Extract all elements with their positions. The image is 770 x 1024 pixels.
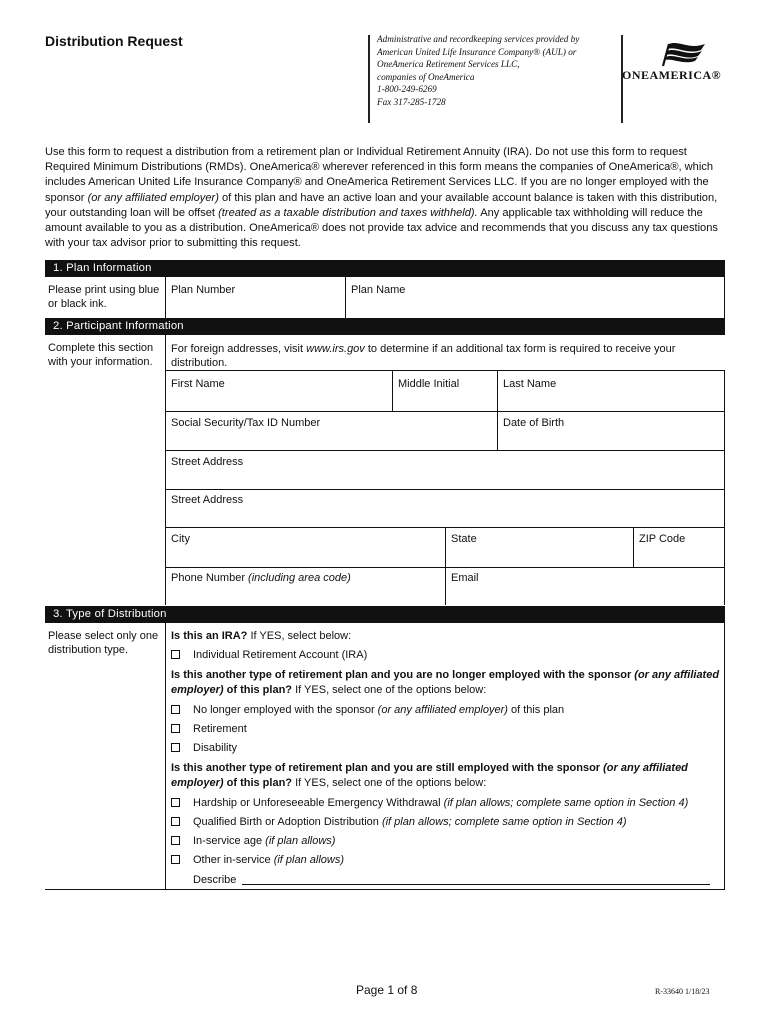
fax-number: Fax 317-285-1728 xyxy=(377,96,446,107)
oneamerica-logo-text: ONEAMERICA® xyxy=(622,68,722,82)
no-longer-employed-label xyxy=(193,703,564,717)
ssn-field[interactable]: Social Security/Tax ID Number xyxy=(171,417,321,429)
question-text: If YES, select one of the options below: xyxy=(292,684,487,696)
question-text: If YES, select one of the options below: xyxy=(292,777,487,789)
plan-name-field[interactable]: Plan Name xyxy=(351,284,406,296)
intro-italic: (treated as a taxable distribution and taxes withheld). xyxy=(218,206,478,219)
dob-field[interactable]: Date of Birth xyxy=(503,417,565,429)
flag-logo-icon xyxy=(655,40,715,68)
foreign-address-note xyxy=(171,342,716,370)
admin-line: Administrative and recordkeeping services provided by xyxy=(377,34,580,44)
hardship-label xyxy=(193,796,688,810)
birth-adoption-label xyxy=(193,815,627,829)
option-text: Qualified Birth or Adoption Distribution xyxy=(193,816,382,828)
intro-text: of this plan and have an active loan and your available account balance is taken with this distribution, your outstanding loan will be offset xyxy=(45,191,718,219)
question-bold: Is this another type of retirement plan and you are no longer employed with the sponsor xyxy=(171,669,635,681)
divider xyxy=(345,277,346,318)
question-text: If YES, select below: xyxy=(247,630,352,642)
question-italic: (or any affiliated employer) xyxy=(171,669,720,696)
divider xyxy=(165,277,166,318)
intro-paragraph xyxy=(45,145,725,251)
divider xyxy=(724,623,725,889)
phone-hint: (including area code) xyxy=(248,572,351,584)
admin-line: OneAmerica Retirement Services LLC, xyxy=(377,59,520,69)
admin-line: companies of OneAmerica xyxy=(377,71,475,82)
zip-code-field[interactable]: ZIP Code xyxy=(639,533,686,545)
city-field[interactable]: City xyxy=(171,533,190,545)
divider xyxy=(165,370,725,371)
disability-label: Disability xyxy=(193,742,238,754)
section-3-heading: 3. Type of Distribution xyxy=(45,606,725,623)
other-inservice-checkbox[interactable] xyxy=(171,855,180,864)
question-italic: (or any affiliated employer) xyxy=(171,762,688,789)
intro-text: Use this form to request a distribution from a retirement plan or Individual Retirement Annuity (IRA). Do not use this form to request Required Minimum Distributions (RMDs). OneAmerica® wherever referenced in this form means the companies of OneAmerica®, which includes American United Life Insurance Company® and OneAmerica Retirement Services LLC. If you are no longer employed with the sponsor xyxy=(45,146,714,204)
divider xyxy=(392,370,393,411)
divider xyxy=(445,527,446,605)
describe-input-line[interactable] xyxy=(242,884,710,885)
street-address-1-field[interactable]: Street Address xyxy=(171,456,244,468)
first-name-field[interactable]: First Name xyxy=(171,378,225,390)
option-text: Hardship or Unforeseeable Emergency Withdrawal xyxy=(193,797,444,809)
form-code: R-33640 1/18/23 xyxy=(655,987,710,996)
hardship-checkbox[interactable] xyxy=(171,798,180,807)
option-text: Other in-service xyxy=(193,854,274,866)
option-italic: (if plan allows) xyxy=(273,854,345,866)
option-italic: (if plan allows; complete same option in Section 4) xyxy=(443,797,689,809)
header-divider-left xyxy=(368,35,370,123)
disability-checkbox[interactable] xyxy=(171,743,180,752)
phone-label: Phone Number xyxy=(171,572,249,584)
other-inservice-label xyxy=(193,853,344,867)
option-text: No longer employed with the sponsor xyxy=(193,704,378,716)
phone-number-field[interactable] xyxy=(171,571,351,585)
section-3-note: Please select only one distribution type. xyxy=(48,630,159,656)
intro-italic: (or any affiliated employer) xyxy=(87,191,219,204)
inservice-age-checkbox[interactable] xyxy=(171,836,180,845)
option-italic: (if plan allows; complete same option in Section 4) xyxy=(381,816,627,828)
page-number: Page 1 of 8 xyxy=(356,983,418,997)
divider xyxy=(165,567,725,568)
option-text: In-service age xyxy=(193,835,266,847)
no-longer-employed-checkbox[interactable] xyxy=(171,705,180,714)
admin-info xyxy=(377,33,617,108)
phone-number: 1-800-249-6269 xyxy=(377,84,437,94)
foreign-text: to determine if an additional tax form is required to receive your distribution. xyxy=(171,343,676,369)
question-bold: of this plan? xyxy=(223,684,293,696)
state-field[interactable]: State xyxy=(451,533,477,545)
ira-checkbox[interactable] xyxy=(171,650,180,659)
intro-text: Any applicable tax withholding will reduce the amount available to you as a distribution. OneAmerica® does not provide tax advice and recommends that you discuss any tax questions with your tax advisor prior to submitting this request. xyxy=(45,206,718,250)
irs-link[interactable]: www.irs.gov xyxy=(306,343,365,355)
question-ira xyxy=(171,629,721,644)
section-2-heading: 2. Participant Information xyxy=(45,318,725,335)
inservice-age-label xyxy=(193,834,335,848)
retirement-label: Retirement xyxy=(193,723,247,735)
foreign-text: For foreign addresses, visit xyxy=(171,343,307,355)
section-1-heading: 1. Plan Information xyxy=(45,260,725,277)
divider xyxy=(165,450,725,451)
street-address-2-field[interactable]: Street Address xyxy=(171,494,244,506)
option-italic: (if plan allows) xyxy=(265,835,336,847)
birth-adoption-checkbox[interactable] xyxy=(171,817,180,826)
email-field[interactable]: Email xyxy=(451,572,479,584)
question-bold: of this plan? xyxy=(223,777,293,789)
divider xyxy=(165,335,166,605)
describe-label: Describe xyxy=(193,874,237,886)
divider xyxy=(633,527,634,567)
divider xyxy=(165,623,166,889)
last-name-field[interactable]: Last Name xyxy=(503,378,557,390)
page-title: Distribution Request xyxy=(45,33,183,49)
divider xyxy=(165,411,725,412)
ira-option-label: Individual Retirement Account (IRA) xyxy=(193,649,368,661)
question-no-longer-employed xyxy=(171,668,721,698)
plan-number-field[interactable]: Plan Number xyxy=(171,284,236,296)
divider xyxy=(724,277,725,318)
question-still-employed xyxy=(171,761,721,791)
divider xyxy=(497,370,498,450)
question-bold: Is this another type of retirement plan and you are still employed with the sponsor xyxy=(171,762,604,774)
section-2-note: Complete this section with your information. xyxy=(48,342,154,368)
divider xyxy=(45,889,725,890)
section-1-note: Please print using blue or black ink. xyxy=(48,284,160,310)
retirement-checkbox[interactable] xyxy=(171,724,180,733)
option-text: of this plan xyxy=(507,704,565,716)
divider xyxy=(724,370,725,605)
divider xyxy=(165,489,725,490)
option-italic: (or any affiliated employer) xyxy=(377,704,508,716)
admin-line: American United Life Insurance Company® (AUL) or xyxy=(377,46,577,57)
middle-initial-field[interactable]: Middle Initial xyxy=(398,378,460,390)
question-bold: Is this an IRA? xyxy=(171,630,248,642)
